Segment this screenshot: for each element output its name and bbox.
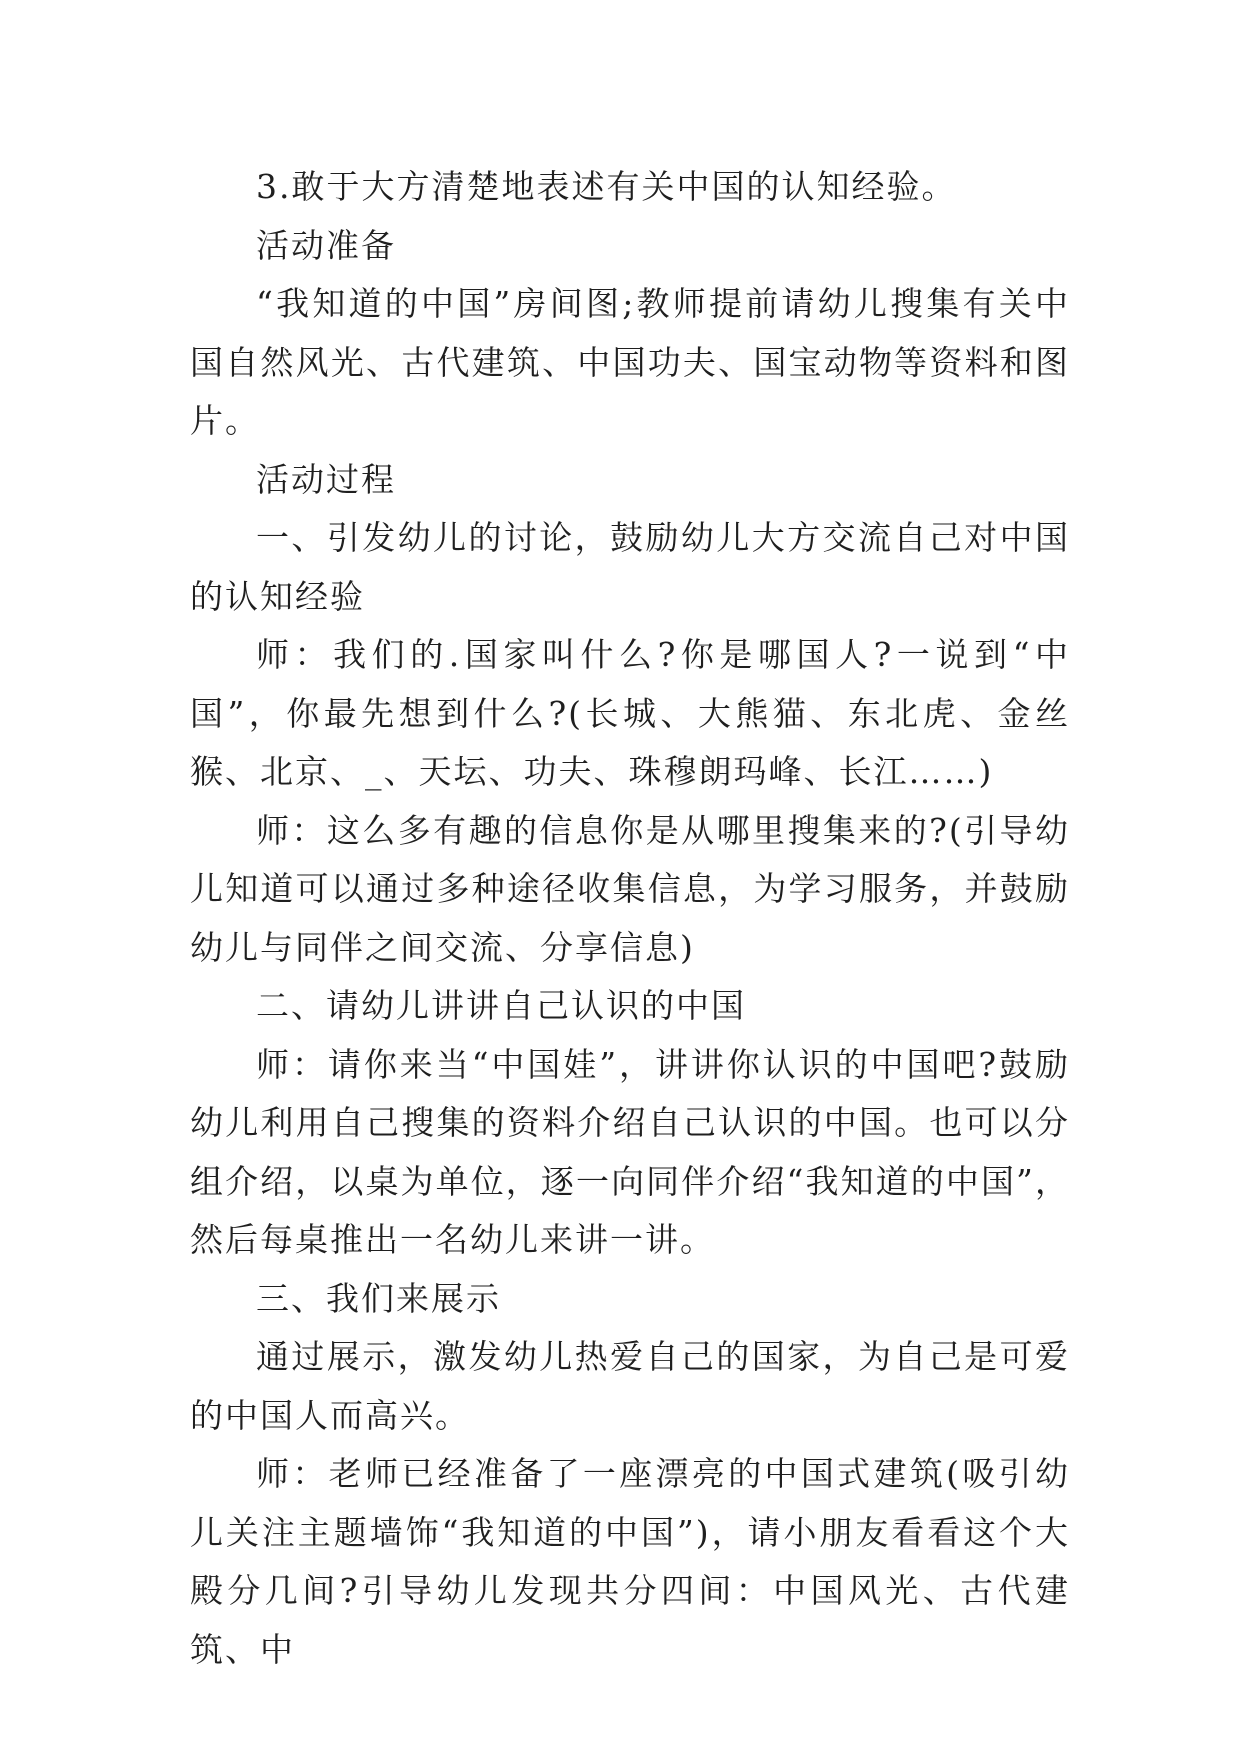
heading-step-1: 一、引发幼儿的讨论，鼓励幼儿大方交流自己对中国的认知经验 xyxy=(190,518,1070,616)
heading-activity-preparation: 活动准备 xyxy=(256,225,396,265)
paragraph-preparation: “我知道的中国”房间图;教师提前请幼儿搜集有关中国自然风光、古代建筑、中国功夫、国宝动物等资料和图片。 xyxy=(190,284,1070,440)
paragraph-goal-3: 3.敢于大方清楚地表述有关中国的认知经验。 xyxy=(256,167,957,206)
heading-step-3: 三、我们来展示 xyxy=(256,1278,501,1318)
heading-activity-process: 活动过程 xyxy=(256,459,396,499)
paragraph-teacher-question-4: 师：老师已经准备了一座漂亮的中国式建筑(吸引幼儿关注主题墙饰“我知道的中国”)，请小朋友看看这个大殿分几间?引导幼儿发现共分四间：中国风光、古代建筑、中 xyxy=(190,1454,1070,1669)
document-body xyxy=(190,158,1070,1679)
paragraph-teacher-question-1: 师：我们的.国家叫什么?你是哪国人?一说到“中国”，你最先想到什么?(长城、大熊猫、东北虎、金丝猴、北京、_、天坛、功夫、珠穆朗玛峰、长江……) xyxy=(190,635,1070,791)
paragraph-teacher-question-2: 师：这么多有趣的信息你是从哪里搜集来的?(引导幼儿知道可以通过多种途径收集信息，为学习服务，并鼓励幼儿与同伴之间交流、分享信息) xyxy=(190,810,1070,967)
paragraph-teacher-question-3: 师：请你来当“中国娃”，讲讲你认识的中国吧?鼓励幼儿利用自己搜集的资料介绍自己认识的中国。也可以分组介绍，以桌为单位，逐一向同伴介绍“我知道的中国”，然后每桌推出一名幼儿来讲一讲。 xyxy=(190,1044,1070,1259)
heading-step-2: 二、请幼儿讲讲自己认识的中国 xyxy=(256,986,746,1025)
paragraph-display-goal: 通过展示，激发幼儿热爱自己的国家，为自己是可爱的中国人而高兴。 xyxy=(190,1337,1070,1435)
